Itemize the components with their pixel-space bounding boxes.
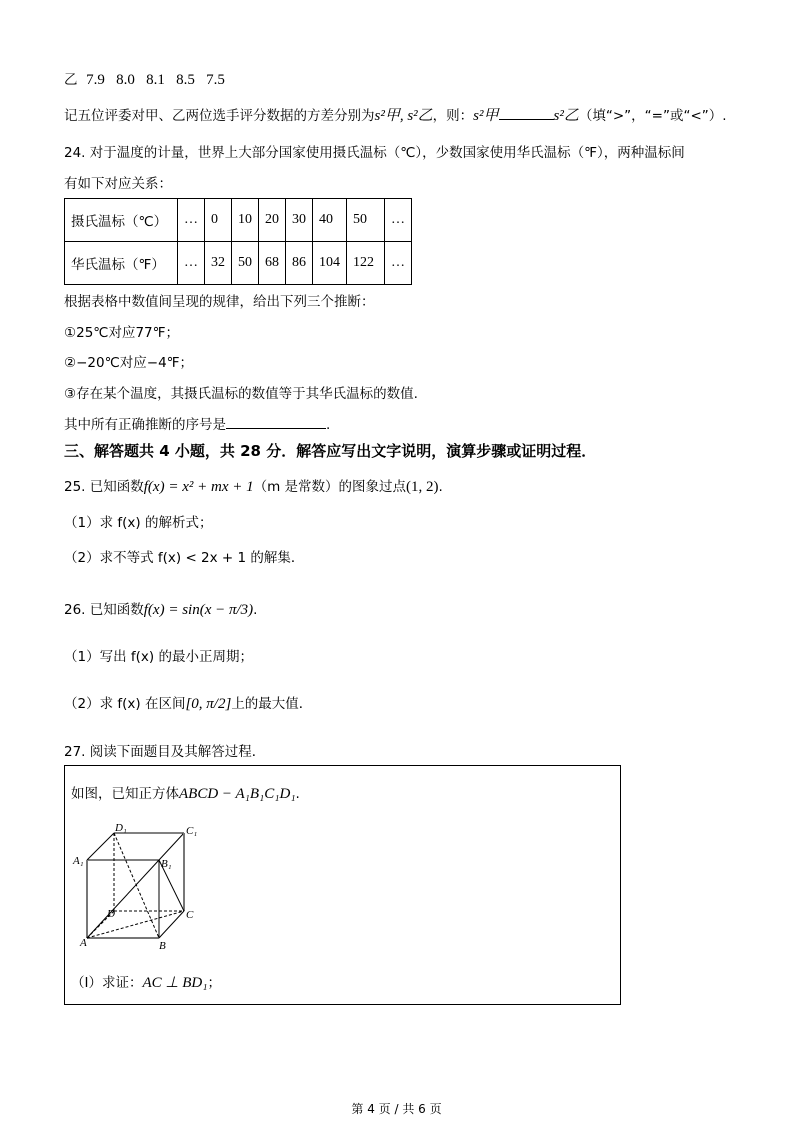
q24-ask: 其中所有正确推断的序号是 . [64,417,331,433]
math: s²甲 [473,108,499,124]
table-row [65,199,412,242]
text: 如图，已知正方体 [71,786,179,802]
q26-part2 [64,692,312,713]
cell: 50 [232,242,259,285]
cell: 104 [313,242,347,285]
cell: … [178,199,205,242]
math: s²乙 [553,108,579,124]
q26-stem: 26. 已知函数f(x) = sin(x − π/3). [64,602,258,618]
scores: 7.9 8.0 8.1 8.5 7.5 [86,72,225,88]
box-intro: 如图，已知正方体ABCD − A₁B₁C₁D₁. [71,786,300,802]
cell: 20 [259,199,286,242]
cell: 122 [347,242,385,285]
cell: 40 [313,199,347,242]
q23-yi-row [64,68,225,89]
cell: 68 [259,242,286,285]
cell: 32 [205,242,232,285]
answer-blank [226,428,326,429]
text: 上的最大值． [231,696,313,712]
answer-blank [499,119,554,120]
cell: 0 [205,199,232,242]
vertex-label: A₁ [73,855,84,867]
math: (1, 2) [406,479,439,495]
temperature-table [64,198,412,285]
vertex-label: C₁ [186,825,198,837]
text: （填“>”，“=”或“<”）. [578,108,727,124]
q23-question [64,104,727,125]
text: 25. 已知函数 [64,479,144,495]
cell: 50 [347,199,385,242]
math: ABCD − A₁B₁C₁D₁ [179,786,296,802]
text: （m 是常数）的图象过点 [253,479,407,495]
math: [0, π/2] [185,696,232,712]
text: 26. 已知函数 [64,602,144,618]
cell: 86 [286,242,313,285]
q24-intro: 根据表格中数值间呈现的规律，给出下列三个推断： [64,294,375,310]
inference-3: ③存在某个温度，其摄氏温标的数值等于其华氏温标的数值. [64,386,418,402]
box-part1 [71,971,221,992]
q25-stem: 25. 已知函数f(x) = x² + mx + 1（m 是常数）的图象过点(1, 2). [64,479,443,495]
vertex-label: D [107,908,115,920]
vertex-label: C [186,909,194,921]
text: （I）求证： [71,975,143,991]
vertex-label: D₁ [115,822,127,834]
section-heading: 三、解答题共 4 小题，共 28 分．解答应写出文字说明，演算步骤或证明过程． [64,442,597,460]
cell: … [385,242,412,285]
q24-stem: 24. 对于温度的计量，世界上大部分国家使用摄氏温标（℃），少数国家使用华氏温标（℉），两种温标间 [64,145,685,161]
math: s²甲, s²乙 [374,108,433,124]
q26-part1: （1）写出 f(x) 的最小正周期； [64,649,253,665]
cube-diagram [65,766,265,966]
cell: 10 [232,199,259,242]
cell: 30 [286,199,313,242]
q25-part2: （2）求不等式 f(x) < 2x + 1 的解集． [64,550,305,566]
inference-1: ①25℃对应77℉； [64,325,179,341]
q27-stem: 27. 阅读下面题目及其解答过程． [64,744,266,760]
text: （2）求 f(x) 在区间 [64,696,186,712]
inference-2: ②−20℃对应−4℉； [64,355,194,371]
page-footer: 第 4 页 / 共 6 页 [351,1102,442,1116]
row-label: 乙 [64,72,78,88]
table-row [65,242,412,285]
cell: … [178,242,205,285]
vertex-label: B [159,940,166,952]
q25-part1: （1）求 f(x) 的解析式； [64,515,213,531]
math: AC ⊥ BD₁ [142,975,208,991]
vertex-label: A [80,937,87,949]
text: 其中所有正确推断的序号是 [64,417,226,433]
text: ，则： [432,108,474,124]
math: f(x) = x² + mx + 1 [143,479,254,495]
text: ； [207,975,221,991]
text: 记五位评委对甲、乙两位选手评分数据的方差分别为 [64,108,375,124]
math: f(x) = sin(x − π/3) [143,602,254,618]
q24-stem-2: 有如下对应关系： [64,176,172,192]
problem-box [64,765,621,1005]
row-header: 华氏温标（℉） [65,242,178,285]
row-header: 摄氏温标（℃） [65,199,178,242]
vertex-label: B₁ [161,858,172,870]
cell: … [385,199,412,242]
